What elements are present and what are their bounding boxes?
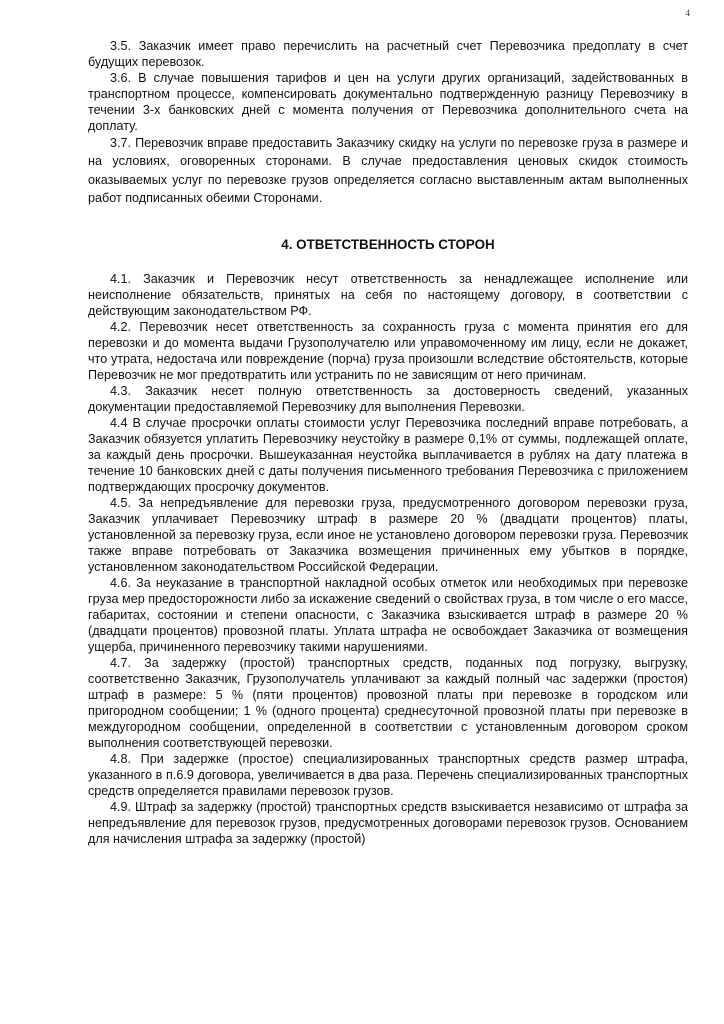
paragraph-3-7: 3.7. Перевозчик вправе предоставить Заказчику скидку на услуги по перевозке груза в размере и на условиях, оговоренных сторонами. В случае предоставления ценовых скидок стоимость оказываемых услуг по перевозке грузов определяется согласно выставленным актам выполненных работ подписанных обеими Сторонами. bbox=[88, 136, 688, 205]
paragraph-4-7: 4.7. За задержку (простой) транспортных средств, поданных под погрузку, выгрузку, соответственно Заказчик, Грузополучатель уплачивают за каждый полный час задержки (простоя) штраф в размере: 5 % (пяти процентов) провозной платы при перевозке в городском или пригородном сообщении; 1 % (одного процента) среднесуточной провозной платы при перевозке в междугородном сообщении, определенной в соответствии с установленным договором сроком выполнения соответствующей перевозки. bbox=[88, 656, 688, 751]
section-heading: 4. ОТВЕТСТВЕННОСТЬ СТОРОН bbox=[281, 237, 495, 253]
paragraph-4-1: 4.1. Заказчик и Перевозчик несут ответственность за ненадлежащее исполнение или неисполнение обязательств, принятых на себя по настоящему договору, в соответствии с действующим законодательством РФ. bbox=[88, 272, 688, 319]
paragraph-4-3: 4.3. Заказчик несет полную ответственность за достоверность сведений, указанных документации предоставляемой Перевозчику для выполнения Перевозки. bbox=[88, 384, 688, 415]
paragraph-4-8: 4.8. При задержке (простое) специализированных транспортных средств размер штрафа, указанного в п.6.9 договора, увеличивается в два раза. Перечень специализированных транспортных средств определяется правилами перевозок грузов. bbox=[88, 752, 688, 799]
paragraph-4-4: 4.4 В случае просрочки оплаты стоимости услуг Перевозчика последний вправе потребовать, а Заказчик обязуется уплатить Перевозчику неустойку в размере 0,1% от суммы, подлежащей оплате, за каждый день просрочки. Вышеуказанная неустойка выплачивается в рублях на дату платежа в течение 10 банковских дней с даты получения письменного требования Перевозчика с приложением подтверждающих просрочку документов. bbox=[88, 416, 688, 495]
page-number: 4 bbox=[685, 8, 690, 18]
paragraph-4-2: 4.2. Перевозчик несет ответственность за сохранность груза с момента принятия его для перевозки и до момента выдачи Грузополучателю или управомоченному им лицу, если не докажет, что утрата, недостача или повреждение (порча) груза произошли вследствие обстоятельств, которые Перевозчик не мог предотвратить или устранить по не зависящим от него причинам. bbox=[88, 320, 688, 383]
document-body bbox=[88, 38, 688, 847]
paragraph-4-6: 4.6. За неуказание в транспортной накладной особых отметок или необходимых при перевозке груза мер предосторожности либо за искажение сведений о свойствах груза, в том числе о его массе, габаритах, состоянии и степени опасности, с Заказчика взыскивается штраф в размере 20 % (двадцати процентов) провозной платы. Уплата штрафа не освобождает Заказчика от возмещения ущерба, причиненного перевозчику такими нарушениями. bbox=[88, 576, 688, 655]
paragraph-4-5: 4.5. За непредъявление для перевозки груза, предусмотренного договором перевозки груза, Заказчик уплачивает Перевозчику штраф в размере 20 % (двадцати процентов) платы, установленной за перевозку груза, если иное не установлено договором перевозки груза. Перевозчик также вправе потребовать от Заказчика возмещения причиненных ему убытков в порядке, установленном законодательством Российской Федерации. bbox=[88, 496, 688, 575]
paragraph-3-5: 3.5. Заказчик имеет право перечислить на расчетный счет Перевозчика предоплату в счет будущих перевозок. bbox=[88, 39, 688, 69]
paragraph-4-9: 4.9. Штраф за задержку (простой) транспортных средств взыскивается независимо от штрафа за непредъявление для перевозок грузов, предусмотренных договорами перевозок грузов. Основанием для начисления штрафа за задержку (простой) bbox=[88, 800, 688, 847]
paragraph-3-6: 3.6. В случае повышения тарифов и цен на услуги других организаций, задействованных в транспортном процессе, компенсировать документально подтвержденную разницу Перевозчику в течении 3-х банковских дней с момента получения от Перевозчика дополнительного счета на доплату. bbox=[88, 71, 688, 133]
